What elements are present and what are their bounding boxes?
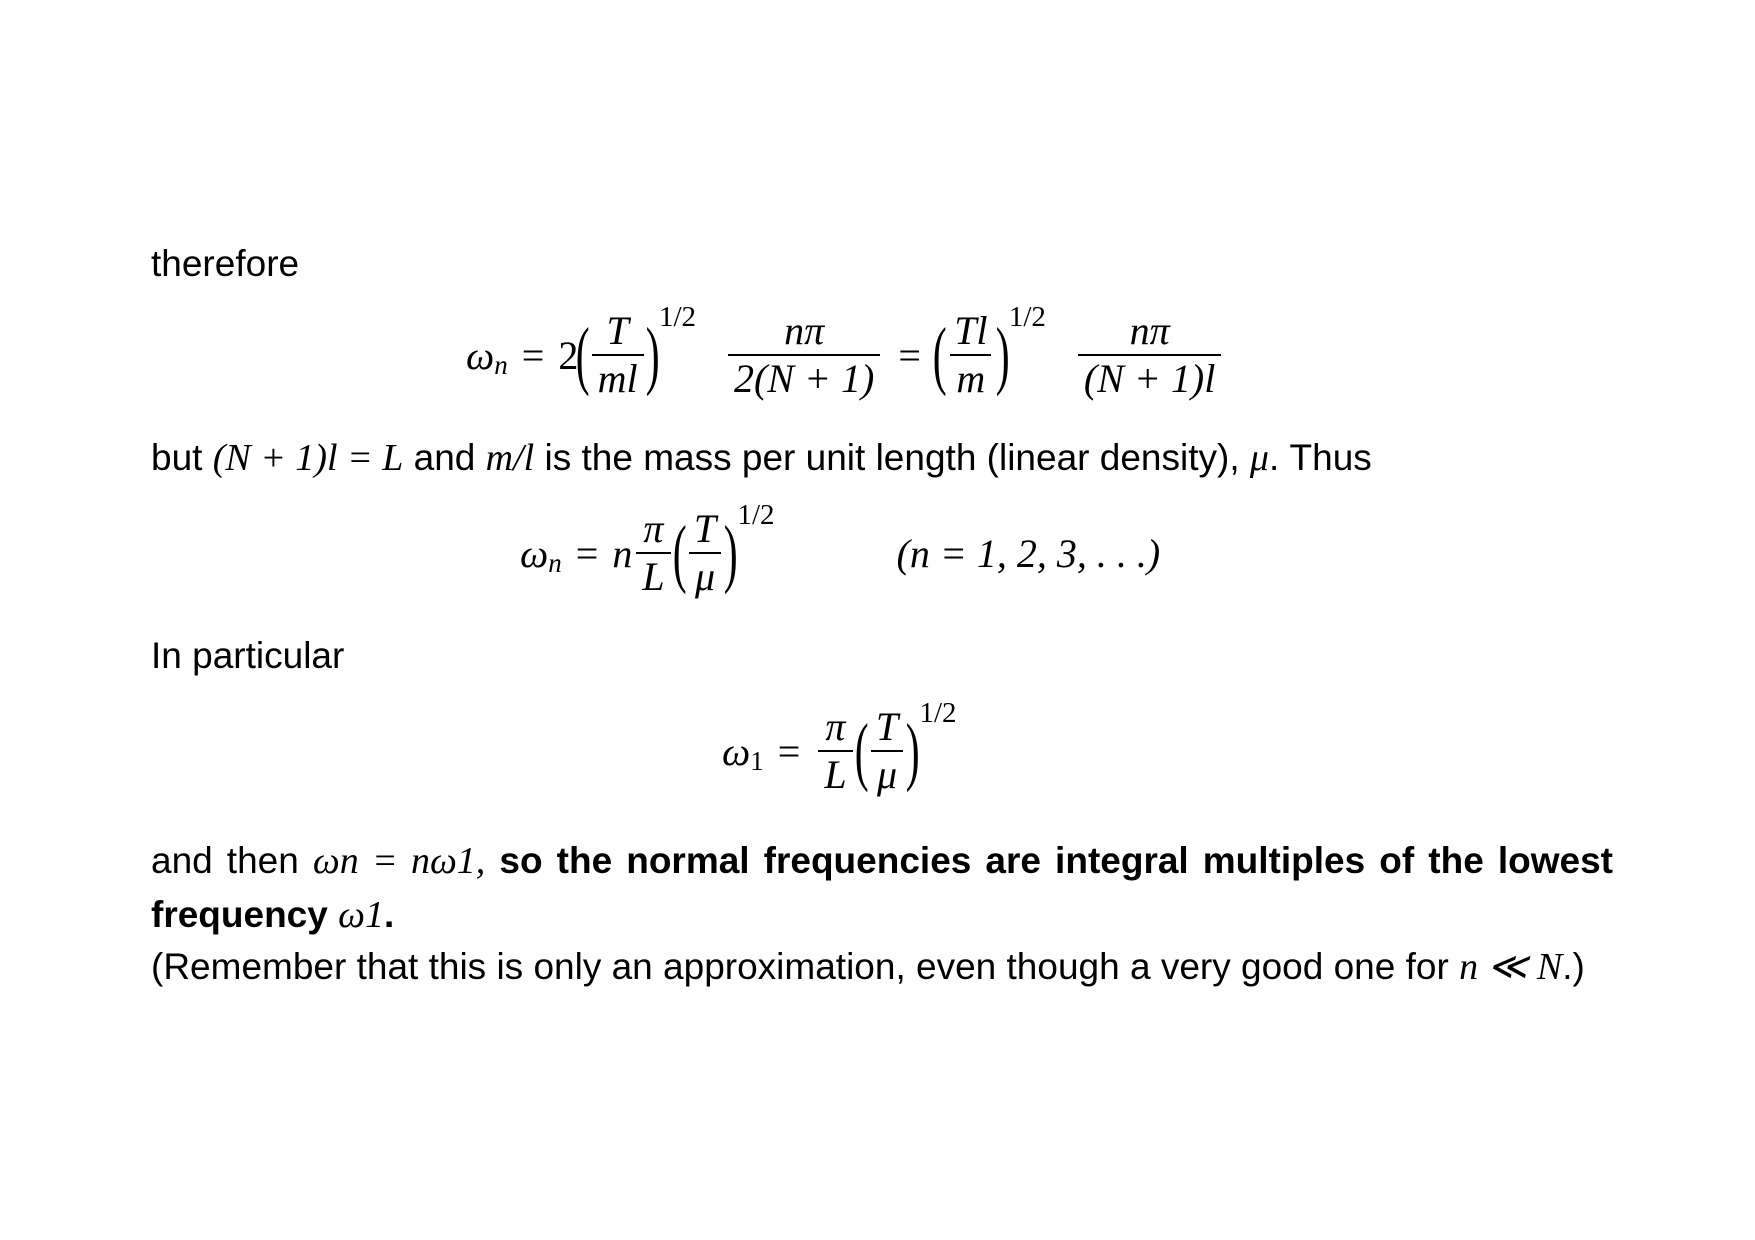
equation-condition: (n = 1, 2, 3, . . .) (896, 530, 1161, 576)
fraction-T-over-ml: $\frac{T}{ml}$ (592, 310, 644, 400)
left-paren: ( (932, 313, 947, 397)
text-in-particular: In particular (151, 635, 345, 676)
fraction-npi-over-2N1: $\frac{n\pi}{2(N + 1)}$ (728, 310, 880, 400)
equation-omega-1: ω 1 = $\frac{\pi}{L}$ ( $\frac{T}{\mu}$ ) 1/2 (722, 696, 957, 797)
text-and-then-paragraph: and then ωn = nω1, so the normal frequencies are integral multiples of the lowest frequency ω1. (151, 840, 1613, 936)
left-paren: ( (576, 313, 590, 397)
text-but-line: but (N + 1)l = L and m/l is the mass per unit length (linear density), μ. Thus (151, 437, 1372, 479)
fraction-pi-over-L: $\frac{\pi}{L}$ (818, 706, 852, 796)
fraction-T-over-mu: $\frac{T}{\mu}$ (688, 508, 722, 598)
left-paren: ( (854, 709, 869, 793)
right-paren: ) (645, 313, 660, 397)
equation-omega-n-general: ω n = 2 ( $\frac{T}{ml}$ ) 1/2 $\frac{n\pi}{2(N + 1)}$ = ( $\frac{Tl}{m}$ ) 1/2 $\frac{n\pi}{(N + 1)l}$ (466, 310, 1225, 400)
fraction-T-over-mu: $\frac{T}{\mu}$ (870, 706, 904, 796)
text-remember-paragraph: (Remember that this is only an approximation, even though a very good one for n ≪ N.) (151, 946, 1585, 988)
fraction-npi-over-N1l: $\frac{n\pi}{(N + 1)l}$ (1078, 310, 1221, 400)
right-paren: ) (905, 709, 920, 793)
text-therefore: therefore (151, 243, 300, 284)
fraction-Tl-over-m: $\frac{Tl}{m}$ (948, 310, 993, 400)
right-paren: ) (723, 511, 738, 595)
left-paren: ( (672, 511, 687, 595)
fraction-pi-over-L: $\frac{\pi}{L}$ (636, 508, 670, 598)
right-paren: ) (995, 313, 1010, 397)
equation-omega-n-string: ω n = n $\frac{\pi}{L}$ ( $\frac{T}{\mu}$ ) 1/2 (n = 1, 2, 3, . . .) (520, 498, 1161, 599)
